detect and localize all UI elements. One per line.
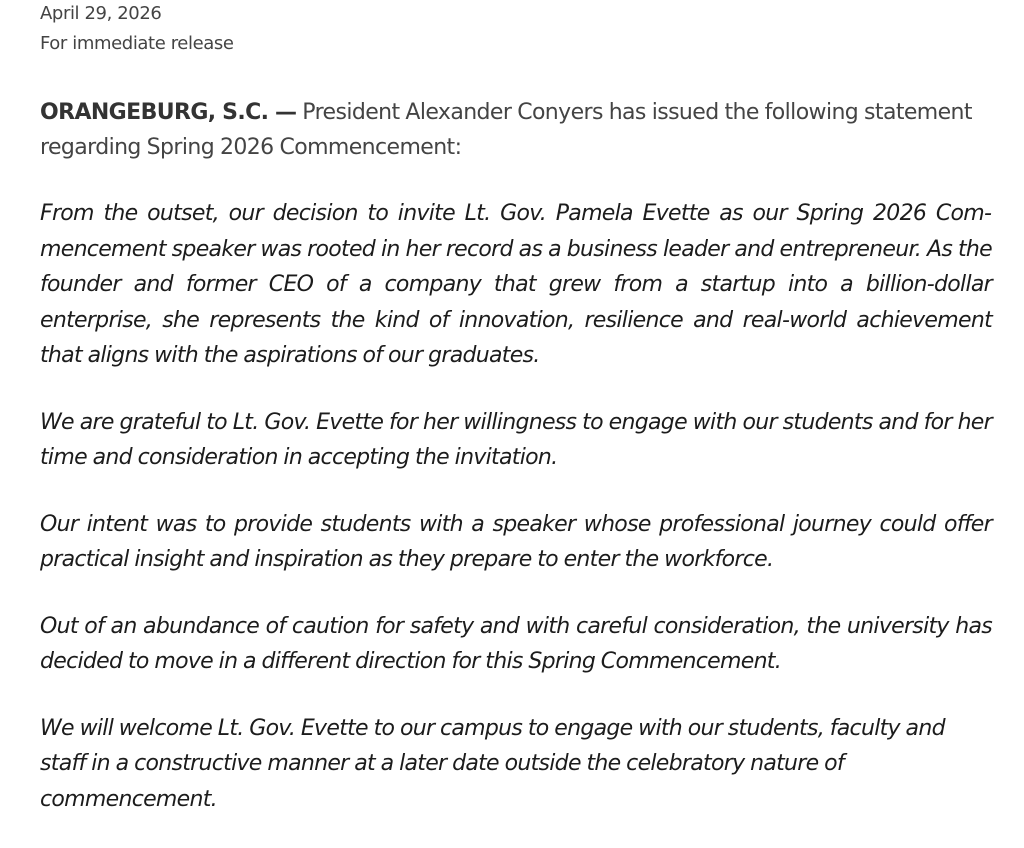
dateline: ORANGEBURG, S.C. —	[40, 100, 297, 125]
lead-text: President Alexander Conyers has issued the following statement regarding Spring 2026 Commencement:	[40, 100, 972, 160]
lead-paragraph	[40, 95, 992, 165]
statement-paragraph: Out of an abundance of caution for safety and with careful consideration, the university has decided to move in a different direction for this Spring Commencement.	[40, 613, 992, 674]
statement-paragraph: We will welcome Lt. Gov. Evette to our campus to engage with our students, faculty and staff in a constructive manner at a later date outside the celebratory nature of commencement.	[40, 715, 945, 812]
press-release	[40, 0, 992, 848]
statement-paragraph: We are grateful to Lt. Gov. Evette for her willingness to engage with our students and for her time and consideration in accepting the invitation.	[40, 409, 992, 470]
release-label: For immediate release	[40, 33, 234, 54]
release-date: April 29, 2026	[40, 3, 162, 24]
statement-paragraph: From the outset, our decision to invite Lt. Gov. Pamela Evette as our Spring 2026 Commencement speaker was rooted in her record as a business leader and entrepreneur. As the founder and former CEO of a company that grew from a startup into a billion-dollar enterprise, she represents the kind of innovation, resilience and real-world achievement that aligns with the aspirations of our graduates.	[40, 201, 992, 368]
statement-body	[40, 196, 992, 817]
statement-paragraph: Our intent was to provide students with a speaker whose professional journey could offer practical insight and inspiration as they prepare to enter the workforce.	[40, 511, 992, 572]
release-meta	[40, 0, 992, 59]
